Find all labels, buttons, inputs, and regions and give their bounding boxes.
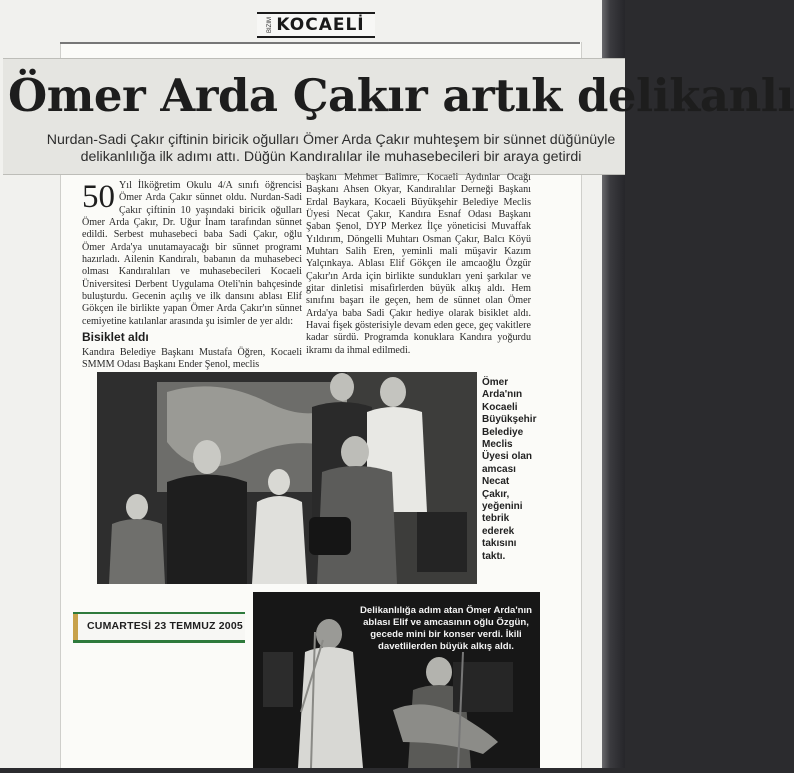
ceremony-photo [97, 372, 477, 584]
date-box [73, 612, 245, 643]
article-col1-tail: Kandıra Belediye Başkanı Mustafa Öğren, Kocaeli SMMM Odası Başkanı Ender Şenol, meclis [82, 347, 302, 371]
headline: Ömer Arda Çakır artık delikanlı [8, 69, 794, 122]
headline-strip [3, 58, 794, 175]
dropcap: 50 [82, 179, 115, 215]
ceremony-photo-caption: Ömer Arda'nın Kocaeli Büyükşehir Belediye Meclis Üyesi olan amcası Necat Çakır, yeğenini tebrik ederek takısını taktı. [482, 377, 537, 562]
masthead-name: KOCAELİ [276, 15, 365, 35]
ceremony-photo-illustration [97, 372, 477, 584]
concert-photo-caption: Delikanlılığa adım atan Ömer Arda'nın ablası Elif ve amcasının oğlu Özgün, gecede mini bir konser verdi. İkili davetlilerden büyük alkış aldı. [360, 605, 532, 652]
masthead-small-text: BİZİM [267, 17, 274, 33]
article-column-2 [306, 172, 531, 357]
article-column-1 [82, 180, 302, 372]
article-col2-text: başkanı Mehmet Balimre, Kocaeli Aydınlar Ocağı Başkanı Ahsen Okyar, Kandıralılar Derneği Başkanı Erdal Baykara, Kocaeli Büyükşehir Belediye Meclis Üyesi Necat Çakır, Kandıra Esnaf Odası Başkanı Şaban Şenol, DYP Merkez İlçe yöneticisi Muvaffak Yıldırım, Döngelli Muhtarı Osman Çakır, Balcı Köyü Muhtarı Salih Eren, yeminli mali müşavir Kazım Yalçınkaya. Ablası Elif Gökçen ile amcaoğlu Özgür Çakır'ın Arda için birlikte sundukları yeni şarkılar ve gitar dinletisi misafirlerden büyük alkış aldı. Hem sınıfını başarı ile geçen, hem de sünnet olan Ömer Arda'ya baba Sadi Çakır hediye olarak bisiklet aldı. Havai fişek gösterisiyle devam eden gece, geç vakitlere kadar sürdü. Programda konuklara Kandıra yoğurdu ikramı da ihmal edilmedi. [306, 172, 531, 356]
publication-date: CUMARTESİ 23 TEMMUZ 2005 [87, 620, 243, 632]
subheadline: Nurdan-Sadi Çakır çiftinin biricik oğulları Ömer Arda Çakır muhteşem bir sünnet düğünüyle delikanlılığa ilk adımı attı. Düğün Kandıralılar ile muhasebecileri bir araya getirdi [46, 132, 616, 165]
article-lead-text: Yıl İlköğretim Okulu 4/A sınıfı öğrencisi Ömer Arda Çakır sünnet oldu. Nurdan-Sadi Çakır çiftinin 10 yaşındaki biricik oğulları Ömer Arda Çakır, Dr. Uğur İnam tarafından sünnet edildi. Serbest muhasebeci baba Sadi Çakır, oğlu Ömer Arda'ya unutamayacağı bir sünnet programı hazırladı. Ailenin Kandıralı, babanın da muhasebeci olması Kandıralıları ve muhasebecileri Kocaeli Üniversitesi Derbent Uygulama Oteli'nin bahçesinde buluşturdu. Gecenin açılış ve ilk dansını ablası Elif Gökçen ile birlikte yapan Ömer Arda Çakır'ın sünnet cemiyetine katılanlar arasında şu isimler de yer aldı: [82, 180, 302, 327]
clipping-top-rule [60, 42, 580, 44]
article-subheading: Bisiklet aldı [82, 330, 149, 345]
newspaper-masthead [257, 12, 375, 38]
